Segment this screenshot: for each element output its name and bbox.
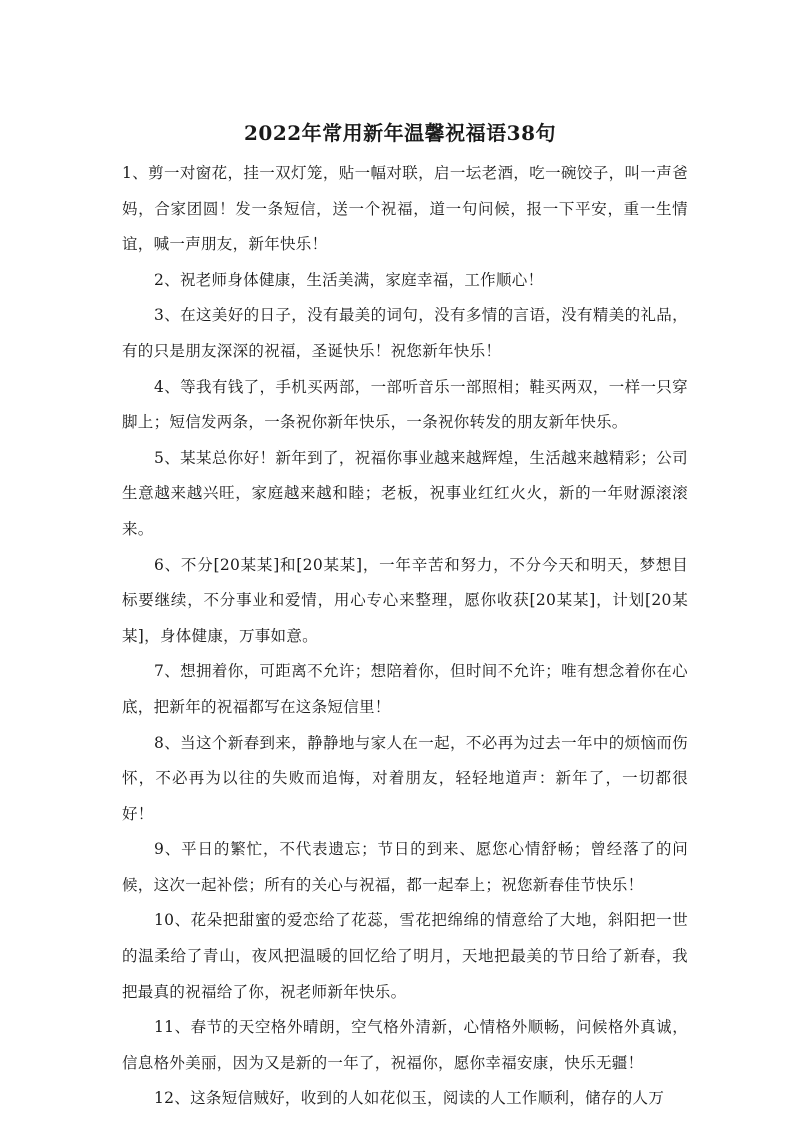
paragraph-8: 8、当这个新春到来，静静地与家人在一起，不必再为过去一年中的烦恼而伤怀，不必再为以往的失败而追悔，对着朋友，轻轻地道声：新年了，一切都很好！: [122, 733, 688, 823]
paragraph-10: 10、花朵把甜蜜的爱恋给了花蕊，雪花把绵绵的情意给了大地，斜阳把一世的温柔给了青山，夜风把温暖的回忆给了明月，天地把最美的节日给了新春，我把最真的祝福给了你，祝老师新年快乐。: [122, 911, 688, 1001]
document-body: [122, 156, 688, 1117]
paragraph-12: 12、这条短信贼好，收到的人如花似玉，阅读的人工作顺利，储存的人万: [154, 1089, 665, 1108]
paragraph-6: 6、不分[20某某]和[20某某]，一年辛苦和努力，不分今天和明天，梦想目标要继续，不分事业和爱情，用心专心来整理，愿你收获[20某某]，计划[20某某]，身体健康，万事如意。: [122, 555, 688, 645]
paragraph-1: 1、剪一对窗花，挂一双灯笼，贴一幅对联，启一坛老酒，吃一碗饺子，叫一声爸妈，合家团圆！发一条短信，送一个祝福，道一句问候，报一下平安，重一生情谊，喊一声朋友，新年快乐！: [122, 164, 688, 254]
paragraph-3: 3、在这美好的日子，没有最美的词句，没有多情的言语，没有精美的礼品，有的只是朋友深深的祝福，圣诞快乐！祝您新年快乐！: [122, 306, 688, 360]
paragraph-9: 9、平日的繁忙，不代表遗忘；节日的到来、愿您心情舒畅；曾经落了的问候，这次一起补偿；所有的关心与祝福，都一起奉上；祝您新春佳节快乐！: [122, 840, 688, 894]
paragraph-2: 2、祝老师身体健康，生活美满，家庭幸福，工作顺心！: [154, 270, 544, 289]
paragraph-5: 5、某某总你好！新年到了，祝福你事业越来越辉煌，生活越来越精彩；公司生意越来越兴旺，家庭越来越和睦；老板，祝事业红红火火，新的一年财源滚滚来。: [122, 448, 688, 538]
paragraph-11: 11、春节的天空格外晴朗，空气格外清新，心情格外顺畅，问候格外真诚，信息格外美丽，因为又是新的一年了，祝福你，愿你幸福安康，快乐无疆！: [122, 1018, 688, 1072]
paragraph-7: 7、想拥着你，可距离不允许；想陪着你，但时间不允许；唯有想念着你在心底，把新年的祝福都写在这条短信里！: [122, 662, 688, 716]
paragraph-4: 4、等我有钱了，手机买两部，一部听音乐一部照相；鞋买两双，一样一只穿脚上；短信发两条，一条祝你新年快乐，一条祝你转发的朋友新年快乐。: [122, 377, 688, 432]
document-title: 2022年常用新年温馨祝福语38句: [244, 121, 556, 145]
